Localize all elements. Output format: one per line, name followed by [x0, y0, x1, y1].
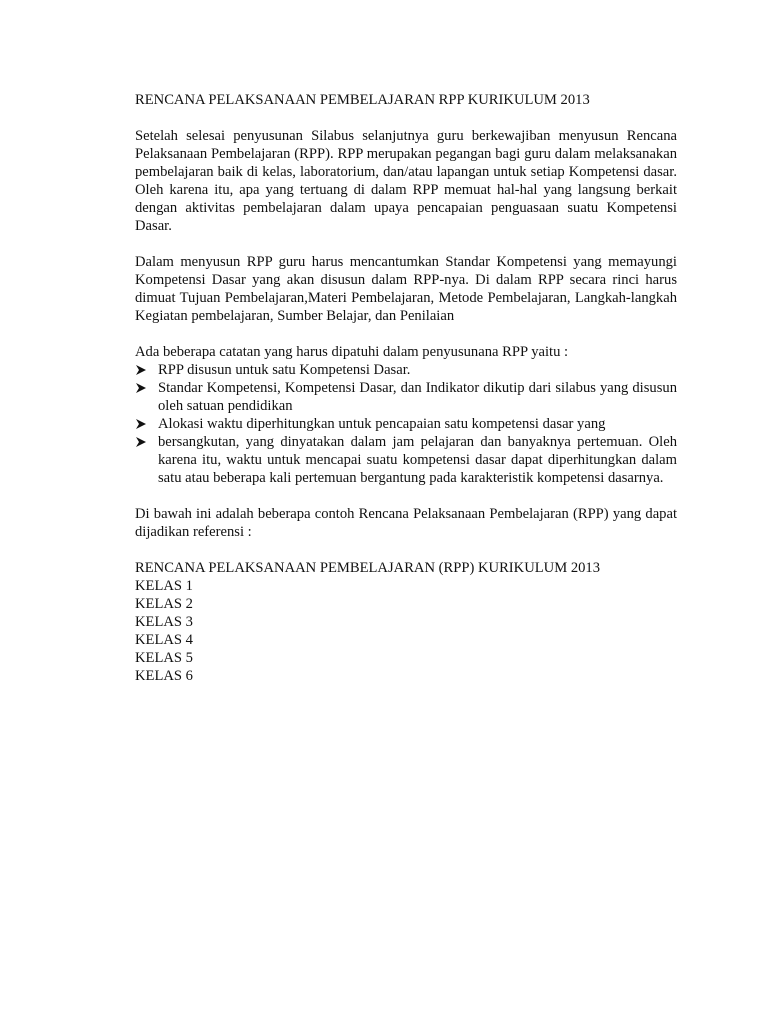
notes-list	[135, 361, 677, 487]
reference-title: RENCANA PELAKSANAAN PEMBELAJARAN (RPP) KURIKULUM 2013	[135, 560, 601, 576]
note-text: Alokasi waktu diperhitungkan untuk pencapaian satu kompetensi dasar yang	[158, 416, 606, 432]
list-item	[135, 361, 677, 379]
kelas-item: KELAS 6	[135, 668, 193, 684]
notes-intro: Ada beberapa catatan yang harus dipatuhi dalam penyusunana RPP yaitu :	[135, 344, 569, 360]
document-title: RENCANA PELAKSANAAN PEMBELAJARAN RPP KURIKULUM 2013	[135, 92, 590, 108]
kelas-item: KELAS 2	[135, 596, 193, 612]
arrowhead-bullet-icon	[136, 383, 146, 393]
list-item	[135, 433, 677, 487]
reference-list	[135, 559, 677, 685]
arrowhead-bullet-icon	[136, 365, 146, 375]
document-page	[135, 91, 677, 685]
kelas-item: KELAS 3	[135, 614, 193, 630]
paragraph-standar-kompetensi: Dalam menyusun RPP guru harus mencantumkan Standar Kompetensi yang memayungi Kompetensi Dasar yang akan disusun dalam RPP-nya. Di dalam RPP secara rinci harus dimuat Tujuan Pembelajaran,Materi Pembelajaran, Metode Pembelajaran, Langkah-langkah Kegiatan pembelajaran, Sumber Belajar, dan Penilaian	[135, 254, 677, 324]
list-item	[135, 379, 677, 415]
note-text: Standar Kompetensi, Kompetensi Dasar, dan Indikator dikutip dari silabus yang disusun oleh satuan pendidikan	[158, 380, 677, 414]
kelas-item: KELAS 5	[135, 650, 193, 666]
kelas-item: KELAS 1	[135, 578, 193, 594]
paragraph-silabus: Setelah selesai penyusunan Silabus selanjutnya guru berkewajiban menyusun Rencana Pelaksanaan Pembelajaran (RPP). RPP merupakan pegangan bagi guru dalam melaksanakan pembelajaran baik di kelas, laboratorium, dan/atau lapangan untuk setiap Kompetensi dasar. Oleh karena itu, apa yang tertuang di dalam RPP memuat hal-hal yang langsung berkait dengan aktivitas pembelajaran dalam upaya pencapaian penguasaan suatu Kompetensi Dasar.	[135, 128, 677, 234]
paragraph-reference-intro: Di bawah ini adalah beberapa contoh Rencana Pelaksanaan Pembelajaran (RPP) yang dapat dijadikan referensi :	[135, 506, 677, 540]
note-text: bersangkutan, yang dinyatakan dalam jam pelajaran dan banyaknya pertemuan. Oleh karena itu, waktu untuk mencapai suatu kompetensi dasar dapat diperhitungkan dalam satu atau beberapa kali pertemuan bergantung pada karakteristik kompetensi dasarnya.	[158, 434, 677, 486]
list-item	[135, 415, 677, 433]
note-text: RPP disusun untuk satu Kompetensi Dasar.	[158, 362, 411, 378]
arrowhead-bullet-icon	[136, 437, 146, 447]
kelas-item: KELAS 4	[135, 632, 193, 648]
arrowhead-bullet-icon	[136, 419, 146, 429]
